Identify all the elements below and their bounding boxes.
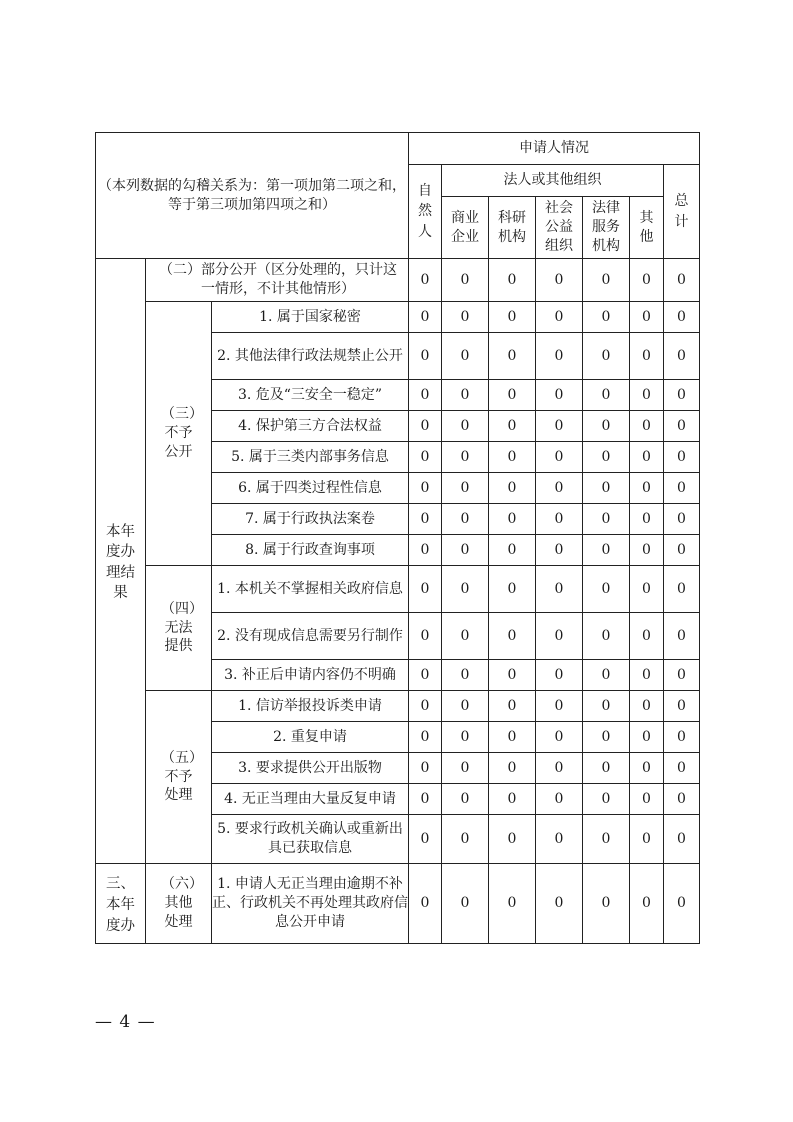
value-cell: 0	[442, 380, 489, 411]
value-cell: 0	[409, 722, 442, 753]
total-header: 总计	[664, 165, 700, 259]
value-cell: 0	[409, 753, 442, 784]
page-number: — 4 —	[95, 1012, 156, 1032]
value-cell: 0	[583, 259, 630, 302]
value-cell: 0	[583, 333, 630, 380]
value-cell: 0	[489, 380, 536, 411]
value-cell: 0	[583, 566, 630, 613]
org-type-header: 科研机构	[489, 197, 536, 259]
value-cell: 0	[664, 380, 700, 411]
value-cell: 0	[489, 753, 536, 784]
value-cell: 0	[409, 566, 442, 613]
value-cell: 0	[630, 753, 664, 784]
value-cell: 0	[664, 442, 700, 473]
value-cell: 0	[409, 302, 442, 333]
value-cell: 0	[536, 473, 583, 504]
org-type-header: 商业企业	[442, 197, 489, 259]
value-cell: 0	[536, 411, 583, 442]
value-cell: 0	[489, 691, 536, 722]
value-cell: 0	[536, 380, 583, 411]
value-cell: 0	[664, 753, 700, 784]
value-cell: 0	[489, 302, 536, 333]
value-cell: 0	[489, 535, 536, 566]
value-cell: 0	[442, 815, 489, 864]
value-cell: 0	[489, 815, 536, 864]
value-cell: 0	[442, 333, 489, 380]
item-label: 1. 信访举报投诉类申请	[212, 691, 409, 722]
value-cell: 0	[442, 302, 489, 333]
value-cell: 0	[489, 722, 536, 753]
value-cell: 0	[664, 864, 700, 944]
item-label: 1. 本机关不掌握相关政府信息	[212, 566, 409, 613]
value-cell: 0	[442, 504, 489, 535]
value-cell: 0	[442, 784, 489, 815]
value-cell: 0	[583, 753, 630, 784]
value-cell: 0	[489, 613, 536, 660]
value-cell: 0	[583, 473, 630, 504]
value-cell: 0	[630, 411, 664, 442]
item-label: 8. 属于行政查询事项	[212, 535, 409, 566]
value-cell: 0	[409, 815, 442, 864]
value-cell: 0	[442, 473, 489, 504]
value-cell: 0	[442, 722, 489, 753]
value-cell: 0	[664, 815, 700, 864]
value-cell: 0	[630, 333, 664, 380]
value-cell: 0	[489, 566, 536, 613]
value-cell: 0	[489, 784, 536, 815]
value-cell: 0	[583, 380, 630, 411]
value-cell: 0	[536, 504, 583, 535]
value-cell: 0	[536, 753, 583, 784]
value-cell: 0	[409, 535, 442, 566]
section-three-label: 三、本年度办	[96, 864, 146, 944]
value-cell: 0	[489, 411, 536, 442]
item-label: 3. 补正后申请内容仍不明确	[212, 660, 409, 691]
value-cell: 0	[630, 473, 664, 504]
value-cell: 0	[442, 613, 489, 660]
value-cell: 0	[409, 691, 442, 722]
natural-person-header: 自然人	[409, 165, 442, 259]
value-cell: 0	[409, 411, 442, 442]
not-processed-group-label: （五）不予处理	[146, 691, 212, 864]
value-cell: 0	[664, 259, 700, 302]
value-cell: 0	[536, 566, 583, 613]
value-cell: 0	[583, 815, 630, 864]
value-cell: 0	[664, 722, 700, 753]
value-cell: 0	[536, 613, 583, 660]
value-cell: 0	[664, 784, 700, 815]
value-cell: 0	[583, 784, 630, 815]
value-cell: 0	[630, 566, 664, 613]
partial-open-label: （二）部分公开（区分处理的，只计这一情形，不计其他情形）	[146, 259, 409, 302]
item-label: 6. 属于四类过程性信息	[212, 473, 409, 504]
value-cell: 0	[630, 613, 664, 660]
value-cell: 0	[489, 504, 536, 535]
value-cell: 0	[583, 302, 630, 333]
item-label: 4. 保护第三方合法权益	[212, 411, 409, 442]
value-cell: 0	[409, 442, 442, 473]
value-cell: 0	[630, 815, 664, 864]
value-cell: 0	[664, 660, 700, 691]
org-type-header: 社会公益组织	[536, 197, 583, 259]
statistics-table	[95, 132, 700, 944]
item-label: 2. 没有现成信息需要另行制作	[212, 613, 409, 660]
value-cell: 0	[409, 864, 442, 944]
value-cell: 0	[442, 864, 489, 944]
value-cell: 0	[536, 722, 583, 753]
value-cell: 0	[664, 302, 700, 333]
value-cell: 0	[409, 613, 442, 660]
value-cell: 0	[630, 259, 664, 302]
value-cell: 0	[536, 302, 583, 333]
value-cell: 0	[664, 411, 700, 442]
value-cell: 0	[442, 442, 489, 473]
value-cell: 0	[409, 380, 442, 411]
relation-note: （本列数据的勾稽关系为：第一项加第二项之和，等于第三项加第四项之和）	[96, 133, 409, 259]
item-label: 7. 属于行政执法案卷	[212, 504, 409, 535]
value-cell: 0	[664, 535, 700, 566]
value-cell: 0	[409, 784, 442, 815]
value-cell: 0	[630, 380, 664, 411]
item-label: 3. 要求提供公开出版物	[212, 753, 409, 784]
value-cell: 0	[630, 691, 664, 722]
item-label: 3. 危及“三安全一稳定”	[212, 380, 409, 411]
legal-or-other-header: 法人或其他组织	[442, 165, 664, 197]
value-cell: 0	[664, 504, 700, 535]
value-cell: 0	[489, 442, 536, 473]
value-cell: 0	[664, 613, 700, 660]
item-label: 2. 其他法律行政法规禁止公开	[212, 333, 409, 380]
applicant-situation-header: 申请人情况	[409, 133, 700, 165]
value-cell: 0	[442, 566, 489, 613]
value-cell: 0	[583, 504, 630, 535]
value-cell: 0	[664, 691, 700, 722]
value-cell: 0	[630, 302, 664, 333]
value-cell: 0	[442, 660, 489, 691]
value-cell: 0	[664, 566, 700, 613]
item-label: 4. 无正当理由大量反复申请	[212, 784, 409, 815]
annual-result-section-label: 本年度办理结果	[96, 259, 146, 864]
org-type-header: 法律服务机构	[583, 197, 630, 259]
value-cell: 0	[536, 784, 583, 815]
value-cell: 0	[536, 442, 583, 473]
value-cell: 0	[409, 504, 442, 535]
value-cell: 0	[489, 660, 536, 691]
value-cell: 0	[630, 504, 664, 535]
cannot-provide-group-label: （四）无法提供	[146, 566, 212, 691]
value-cell: 0	[489, 864, 536, 944]
value-cell: 0	[583, 691, 630, 722]
value-cell: 0	[630, 535, 664, 566]
item-label: 1. 申请人无正当理由逾期不补正、行政机关不再处理其政府信息公开申请	[212, 864, 409, 944]
value-cell: 0	[536, 333, 583, 380]
value-cell: 0	[536, 864, 583, 944]
item-label: 1. 属于国家秘密	[212, 302, 409, 333]
item-label: 5. 要求行政机关确认或重新出具已获取信息	[212, 815, 409, 864]
value-cell: 0	[489, 333, 536, 380]
not-open-group-label: （三）不予公开	[146, 302, 212, 566]
value-cell: 0	[583, 411, 630, 442]
value-cell: 0	[442, 535, 489, 566]
value-cell: 0	[583, 864, 630, 944]
other-handling-group-label: （六）其他处理	[146, 864, 212, 944]
value-cell: 0	[583, 613, 630, 660]
value-cell: 0	[409, 259, 442, 302]
value-cell: 0	[409, 333, 442, 380]
value-cell: 0	[536, 691, 583, 722]
value-cell: 0	[583, 535, 630, 566]
value-cell: 0	[630, 722, 664, 753]
value-cell: 0	[630, 784, 664, 815]
value-cell: 0	[664, 333, 700, 380]
value-cell: 0	[536, 535, 583, 566]
value-cell: 0	[442, 411, 489, 442]
value-cell: 0	[630, 442, 664, 473]
value-cell: 0	[630, 660, 664, 691]
value-cell: 0	[536, 660, 583, 691]
value-cell: 0	[583, 722, 630, 753]
value-cell: 0	[583, 660, 630, 691]
value-cell: 0	[442, 753, 489, 784]
value-cell: 0	[664, 473, 700, 504]
value-cell: 0	[442, 691, 489, 722]
value-cell: 0	[630, 864, 664, 944]
value-cell: 0	[536, 815, 583, 864]
value-cell: 0	[489, 259, 536, 302]
item-label: 5. 属于三类内部事务信息	[212, 442, 409, 473]
value-cell: 0	[409, 660, 442, 691]
value-cell: 0	[536, 259, 583, 302]
value-cell: 0	[442, 259, 489, 302]
org-type-header: 其他	[630, 197, 664, 259]
value-cell: 0	[489, 473, 536, 504]
item-label: 2. 重复申请	[212, 722, 409, 753]
value-cell: 0	[409, 473, 442, 504]
value-cell: 0	[583, 442, 630, 473]
